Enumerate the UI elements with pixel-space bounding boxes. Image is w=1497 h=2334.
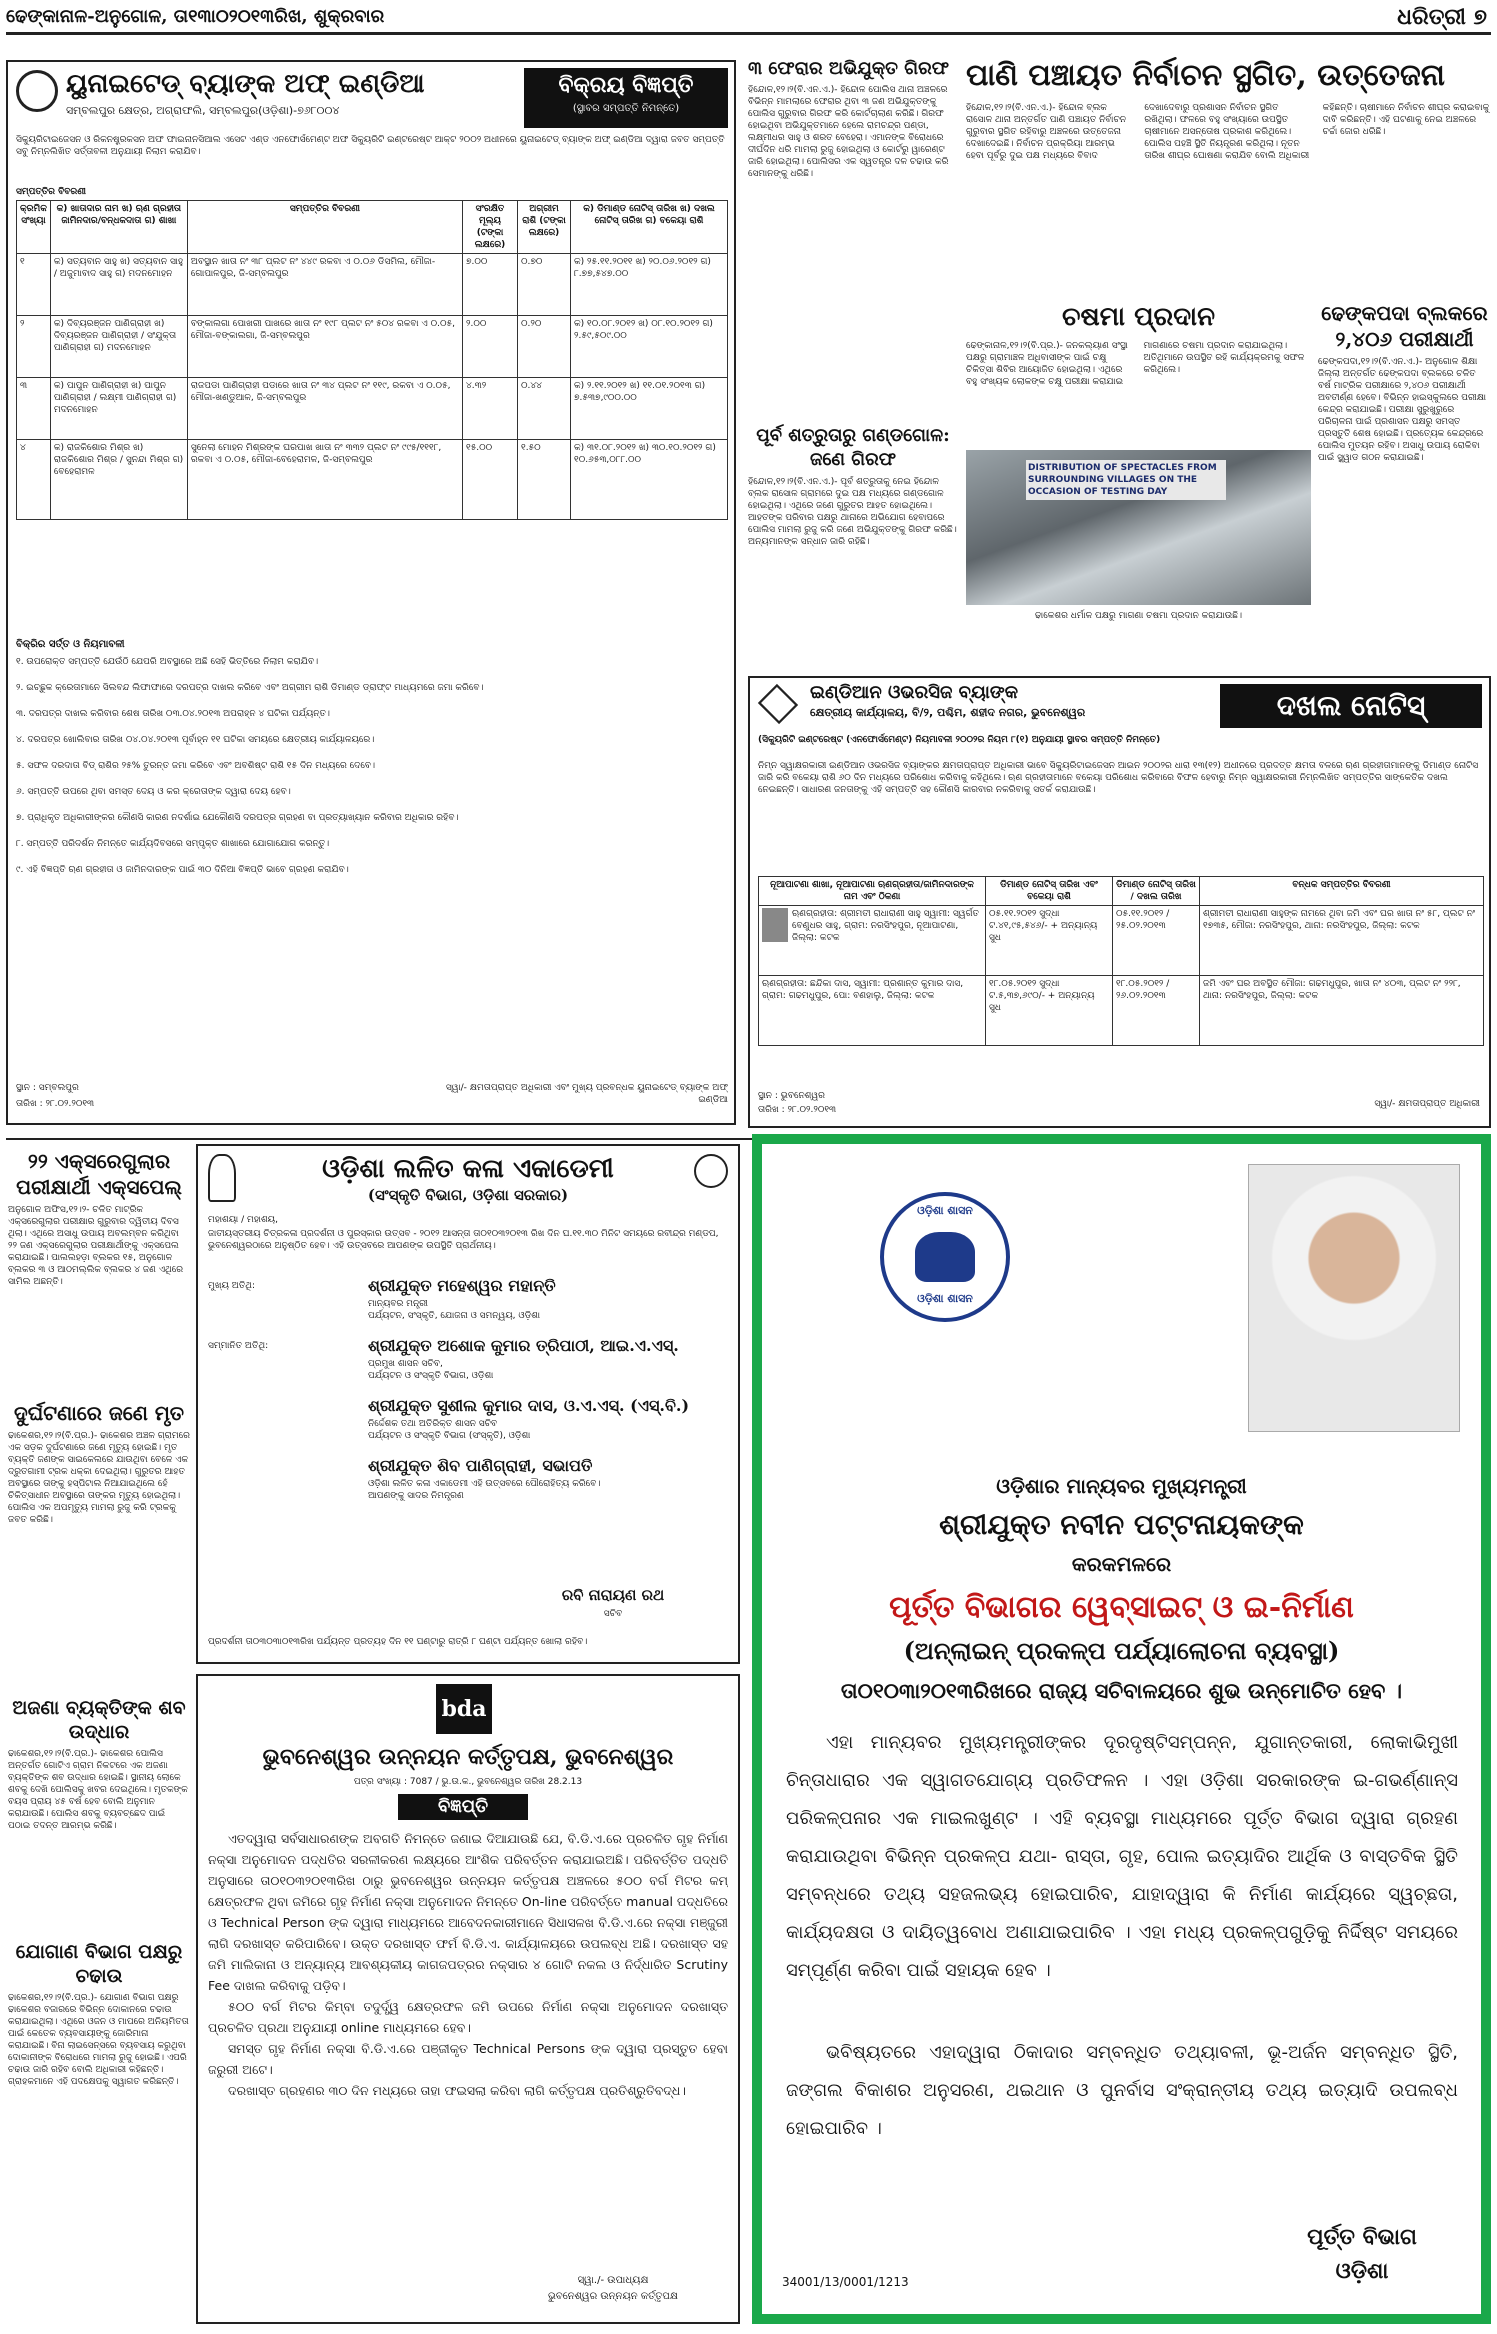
iob-notice-title: ଦଖଲ ନୋଟିସ୍ (1220, 684, 1482, 728)
table-cell: ୧୮.୦୫.୨୦୧୨ ସୁଦ୍ଧା ଟ.୫,୩୭,୬୯୦/- + ଅନ୍ୟାନ୍ୟ ସୁଧ (986, 976, 1113, 1046)
table-cell: ୧୮.୦୫.୨୦୧୨ / ୨୬.୦୨.୨୦୧୩ (1113, 976, 1200, 1046)
iob-office: କ୍ଷେତ୍ରୀୟ କାର୍ଯ୍ୟାଳୟ, ବି/୨, ପଶ୍ଚିମ, ଶହୀଦ ନଗର, ଭୁବନେଶ୍ୱର (810, 706, 1086, 719)
news-arrest-body: ହିନ୍ଦୋଳ,୧୨।୨(ବି.ଏନ.ଏ.)- ହିନ୍ଦୋଳ ପୋଲିସ ଥାନା ଅଞ୍ଚଳରେ ବିଭିନ୍ନ ମାମଲାରେ ଫେରାର ଥିବା ୩ ଜଣ ଅଭିଯୁକ୍ତଙ୍କୁ ପୋଲିସ ଗୁରୁବାର ଗିରଫ କରି କୋର୍ଟଚାଲାଣ କରିଛି। ଗିରଫ ହୋଇଥିବା ଅଭିଯୁକ୍ତମାନେ ହେଲେ ରାମଚନ୍ଦ୍ର ପଣ୍ଡା, ଲକ୍ଷ୍ମୀଧର ସାହୁ ଓ ଶରତ ବେହେରା। ଏମାନଙ୍କ ବିରୋଧରେ ଦୀର୍ଘଦିନ ଧରି ମାମଲା ରୁଜୁ ହୋଇଥିଲା ଓ କୋର୍ଟରୁ ୱାରେଣ୍ଟ ଜାରି ହୋଇଥିଲା। ପୋଲିସର ଏକ ସ୍ୱତନ୍ତ୍ର ଦଳ ଚଢାଉ କରି ସେମାନଙ୍କୁ ଧରିଛି। (748, 85, 949, 179)
news-purba-body: ହିନ୍ଦୋଳ,୧୨।୨(ବି.ଏନ.ଏ.)- ପୂର୍ବ ଶତ୍ରୁତାକୁ ନେଇ ହିନ୍ଦୋଳ ବ୍ଲକ ରାସୋଳ ଗ୍ରାମରେ ଦୁଇ ପକ୍ଷ ମଧ୍ୟରେ ଗଣ୍ଡଗୋଳ ହୋଇଥିଲା। ଏଥିରେ ଜଣେ ଗୁରୁତର ଆହତ ହୋଇଥିଲେ। ଆହତଙ୍କ ପରିବାର ପକ୍ଷରୁ ଥାନାରେ ଅଭିଯୋଗ ହେବାପରେ ପୋଲିସ ମାମଲା ରୁଜୁ କରି ଜଣେ ଅଭିଯୁକ୍ତଙ୍କୁ ଗିରଫ କରିଛି। ଅନ୍ୟମାନଙ୍କ ସନ୍ଧାନ ଜାରି ରହିଛି। (748, 477, 957, 547)
table-row (17, 378, 728, 440)
olka-signatory: ରବି ନାରାୟଣ ରଥ (561, 1586, 665, 1604)
cm-line3: କରକମଳରେ (1071, 1552, 1172, 1576)
bda-para: ଏତଦ୍ୱାରା ସର୍ବସାଧାରଣଙ୍କ ଅବଗତି ନିମନ୍ତେ ଜଣାଇ ଦିଆଯାଉଛି ଯେ, ବି.ଡି.ଏ.ରେ ପ୍ରଚଳିତ ଗୃହ ନିର୍ମାଣ ନକ୍ସା ଅନୁମୋଦନ ପଦ୍ଧତିର ସରଳୀକରଣ ଲକ୍ଷ୍ୟରେ ଆଂଶିକ ପରିବର୍ତ୍ତନ କରାଯାଇଅଛି। ପରିବର୍ତ୍ତିତ ପଦ୍ଧତି ଅନୁସାରେ ତା୦୧୦୩୨୦୧୩ରିଖ ଠାରୁ ଭୁବନେଶ୍ୱର ଉନ୍ନୟନ କର୍ତ୍ତୃପକ୍ଷ ଅଞ୍ଚଳରେ ୫୦୦ ବର୍ଗ ମିଟର କମ୍ କ୍ଷେତ୍ରଫଳ ଥିବା ଜମିରେ ଗୃହ ନିର୍ମାଣ ନକ୍ସା ଅନୁମୋଦନ ନିମନ୍ତେ On-line ପରିବର୍ତ୍ତେ manual ପଦ୍ଧତିରେ ଓ Technical Person ଙ୍କ ଦ୍ୱାରା ମାଧ୍ୟମରେ ଆବେଦନକାରୀମାନେ ସିଧାସଳଖ ବି.ଡି.ଏ.ରେ ନକ୍ସା ମଞ୍ଜୁରୀ ଲାଗି ଦରଖାସ୍ତ କରିପାରିବେ। ଉକ୍ତ ଦରଖାସ୍ତ ଫର୍ମ ବି.ଡି.ଏ. କାର୍ଯ୍ୟାଳୟରେ ଉପଲବ୍ଧ ଅଛି। ଦରଖାସ୍ତ ସହ ଜମି ମାଲିକାନା ଓ ଅନ୍ୟାନ୍ୟ ଆବଶ୍ୟକୀୟ କାଗଜପତ୍ରର ନକ୍ସାର ୪ ଗୋଟି ନକଲ ଓ ନିର୍ଦ୍ଧାରିତ Scrutiny Fee ଦାଖଲ କରିବାକୁ ପଡ଼ିବ। (208, 1831, 728, 1993)
table-cell: ୪.୩୨ (463, 378, 518, 440)
borrower-photo (762, 908, 788, 942)
table-cell: କ) ୧୦.୦୮.୨୦୧୨ ଖ) ୦୮.୧୦.୨୦୧୨ ଗ) ୨.୫୯,୫୦୯.୦୦ (571, 316, 728, 378)
list-item: ୪. ଦରପତ୍ର ଖୋଲିବାର ତାରିଖ ୦୪.୦୪.୨୦୧୩ ପୂର୍ବାହ୍ନ ୧୧ ଘଟିକା ସମୟରେ କ୍ଷେତ୍ରୀୟ କାର୍ଯ୍ୟାଳୟରେ। (16, 735, 375, 745)
list-item: ୭. ପ୍ରାଧିକୃତ ଅଧିକାରୀଙ୍କର କୌଣସି କାରଣ ନଦର୍ଶାଇ ଯେକୌଣସି ଦରପତ୍ର ଗ୍ରହଣ ବା ପ୍ରତ୍ୟାଖ୍ୟାନ କରିବାର ଅଧିକାର ରହିବ। (16, 813, 459, 823)
seal-text-bottom: ଓଡ଼ିଶା ଶାସନ (917, 1292, 973, 1305)
list-item: ୩. ଦରପତ୍ର ଦାଖଲ କରିବାର ଶେଷ ତାରିଖ ୦୩.୦୪.୨୦୧୩ ଅପରାହ୍ନ ୪ ଘଟିକା ପର୍ଯ୍ୟନ୍ତ। (16, 709, 330, 719)
bda-title: ଭୁବନେଶ୍ୱର ଉନ୍ନୟନ କର୍ତ୍ତୃପକ୍ଷ, ଭୁବନେଶ୍ୱର (262, 1744, 674, 1770)
bda-notice (196, 1674, 740, 2324)
news-arrest (748, 58, 958, 418)
iob-intro: (ସିକ୍ୟୁରିଟି ଇଣ୍ଟରେଷ୍ଟ (ଏନଫୋର୍ସମେଣ୍ଟ) ନିୟମାବଳୀ ୨୦୦୨ର ନିୟମ ୮(୧) ଅନୁଯାୟୀ ସ୍ଥାବର ସମ୍ପତ୍ତି ନିମନ୍ତେ) (758, 735, 1161, 745)
bda-signature: ସ୍ୱା./- ଉପାଧ୍ୟକ୍ଷ (577, 2275, 649, 2286)
ubi-col-name: କ) ଖାତାଦାର ନାମ ଖ) ଋଣ ଗ୍ରହୀତା ଜାମିନଦାର/ବନ୍ଧକଦାତା ଗ) ଶାଖା (50, 201, 187, 254)
cm-line1: ଓଡ଼ିଶାର ମାନ୍ୟବର ମୁଖ୍ୟମନ୍ତ୍ରୀ (996, 1474, 1247, 1498)
iob-col-dates: ଡିମାଣ୍ଡ ନୋଟିସ୍ ତାରିଖ / ଦଖଲ ତାରିଖ (1113, 877, 1200, 906)
chief-minister-photo (1248, 1164, 1460, 1432)
table-cell: ଅବସ୍ଥାନ ଖାତା ନଂ ୩୮ ପ୍ଲଟ ନଂ ୪୪୯ ରକବା ଏ ୦.୦୬ ଡିସମିଲ, ମୌଜା-ଗୋପାଳପୁର, ଜି-ସମ୍ବଲପୁର (187, 254, 462, 316)
iob-col-name: ନୂଆପାଟଣା ଶାଖା, ନୂଆପାଟଣା ଋଣଗ୍ରହୀତା/ଜାମିନଦାରଙ୍କ ନାମ ଏବଂ ଠିକଣା (759, 877, 986, 906)
table-cell: ବଙ୍କାଲଗା ପୋଖରୀ ପାଖରେ ଖାତା ନଂ ୧୯୮ ପ୍ଲଟ ନଂ ୫୦୪ ରକବା ଏ ୦.୦୫, ମୌଜା-ବଙ୍କାଲଗା, ଜି-ସମ୍ବଲପୁର (187, 316, 462, 378)
news-purba (748, 424, 958, 664)
news-glasses-body: ଢେଙ୍କାନାଳ,୧୨।୨(ବି.ପ୍ର.)- ଜନକଲ୍ୟାଣ ସଂସ୍ଥା ପକ୍ଷରୁ ଗ୍ରାମାଞ୍ଚଳ ଅଧିବାସୀଙ୍କ ପାଇଁ ଚକ୍ଷୁ ଚିକିତ୍ସା ଶିବିର ଆୟୋଜିତ ହୋଇଥିଲା। ଏଥିରେ ବହୁ ସଂଖ୍ୟକ ଲୋକଙ୍କ ଚକ୍ଷୁ ପରୀକ୍ଷା କରାଯାଇ ମାଗଣାରେ ଚଷମା ପ୍ରଦାନ କରାଯାଇଥିଲା। ଅତିଥିମାନେ ଉପସ୍ଥିତ ରହି କାର୍ଯ୍ୟକ୍ରମକୁ ସଫଳ କରିଥିଲେ। (966, 341, 1305, 387)
ubi-col-deposit: ଅଗ୍ରୀମ ରାଶି (ଟଙ୍କା ଲକ୍ଷରେ) (518, 201, 571, 254)
cm-line4: ପୂର୍ତ୍ତ ବିଭାଗର ୱେବ୍‌ସାଇଟ୍ ଓ ଇ-ନିର୍ମାଣ (889, 1590, 1354, 1625)
cm-state: ଓଡ଼ିଶା (1335, 2258, 1389, 2284)
olka-logo-icon (208, 1154, 236, 1202)
cm-code: 34001/13/0001/1213 (782, 2275, 909, 2289)
news-dhenkpada (1318, 300, 1491, 640)
iob-bank-name: ଇଣ୍ଡିଆନ ଓଭରସିଜ ବ୍ୟାଙ୍କ (810, 682, 1019, 703)
bda-ref: ପତ୍ର ସଂଖ୍ୟା : 7087 / ଭୁ.ଉ.କ., ଭୁବନେଶ୍ୱର ତାରିଖ 28.2.13 (353, 1777, 583, 1787)
table-cell: କ) ଦିବ୍ୟରଞ୍ଜନ ପାଣିଗ୍ରାହୀ ଖ) ଦିବ୍ୟରଞ୍ଜନ ପାଣିଗ୍ରାହୀ / ସଂଯୁକ୍ତା ପାଣିଗ୍ରାହୀ ଗ) ମଦନମୋହନ (50, 316, 187, 378)
table-cell: ୦.୭୦ (518, 254, 571, 316)
news-glasses (966, 300, 1311, 630)
table-cell: କ) ୩୧.୦୮.୨୦୧୨ ଖ) ୩୦.୧୦.୨୦୧୨ ଗ) ୧୦.୬୫୩,୦୮୮.୦୦ (571, 440, 728, 520)
page-header (6, 4, 1491, 32)
news-glasses-headline: ଚଷମା ପ୍ରଦାନ (1062, 302, 1215, 332)
table-cell: କ) ୨୫.୧୧.୨୦୧୧ ଖ) ୨୦.୦୬.୨୦୧୨ ଗ) ୮.୭୭,୫୪୭.୦୦ (571, 254, 728, 316)
cm-dept: ପୂର୍ତ୍ତ ବିଭାଗ (1307, 2224, 1417, 2250)
pwd-cm-advertisement (752, 1134, 1491, 2324)
guest-name: ଶ୍ରୀଯୁକ୍ତ ଅଶୋକ କୁମାର ତ୍ରିପାଠୀ, ଆଇ.ଏ.ଏସ୍. (368, 1336, 679, 1355)
table-cell: ୧୫.୦୦ (463, 440, 518, 520)
guest-name: ଶ୍ରୀଯୁକ୍ତ ଶିବ ପାଣିଗ୍ରାହୀ, ସଭାପତି (368, 1456, 593, 1475)
ubi-signature: ସ୍ୱା/- କ୍ଷମତାପ୍ରାପ୍ତ ଅଧିକାରୀ ଏବଂ ମୁଖ୍ୟ ପ୍ରବନ୍ଧକ ୟୁନାଇଟେଡ୍ ବ୍ୟାଙ୍କ ଅଫ୍ ଇଣ୍ଡିଆ (445, 1083, 728, 1105)
guest-desc: ନିର୍ଦ୍ଦେଶକ ତଥା ଅତିରିକ୍ତ ଶାସନ ସଚିବ ପର୍ଯ୍ୟଟନ ଓ ସଂସ୍କୃତି ବିଭାଗ (ସଂସ୍କୃତି), ଓଡ଼ିଶା (368, 1419, 531, 1441)
olka-title: ଓଡ଼ିଶା ଲଳିତ କଳା ଏକାଡେମୀ (322, 1154, 614, 1184)
ubi-notice-sub: (ସ୍ଥାବର ସମ୍ପତ୍ତି ନିମନ୍ତେ) (572, 103, 680, 114)
guest-name: ଶ୍ରୀଯୁକ୍ତ ସୁଶୀଲ କୁମାର ଦାସ, ଓ.ଏ.ଏସ୍. (ଏସ୍.ବି.) (368, 1396, 690, 1415)
ubi-bank-name: ୟୁନାଇଟେଡ୍ ବ୍ୟାଙ୍କ ଅଫ୍ ଇଣ୍ଡିଆ (66, 69, 425, 99)
table-row (17, 254, 728, 316)
list-item: ୧. ଉପରୋକ୍ତ ସମ୍ପତ୍ତି ଯେଉଁଠି ଯେପରି ଅବସ୍ଥାରେ ଅଛି ସେହି ଭିତ୍ତିରେ ନିଲାମ କରାଯିବ। (16, 657, 319, 667)
news-accident-body: ଢାକେଶର,୧୨।୨(ବି.ପ୍ର.)- ଢାକେଶର ଅଞ୍ଚଳ ଗ୍ରାମରେ ଏକ ସଡ଼କ ଦୁର୍ଘଟଣାରେ ଜଣେ ମୃତ୍ୟୁ ହୋଇଛି। ମୃତ ବ୍ୟକ୍ତି ଜଣଙ୍କ ସାଇକେଲରେ ଯାଉଥିବା ବେଳେ ଏକ ଦ୍ରୁତଗାମୀ ଟ୍ରକ ଧକ୍କା ଦେଇଥିଲା। ଗୁରୁତର ଆହତ ଅବସ୍ଥାରେ ତାଙ୍କୁ ହସ୍ପିଟାଲ ନିଆଯାଇଥିଲେ ହେଁ ଚିକିତ୍ସାଧୀନ ଅବସ୍ଥାରେ ତାଙ୍କର ମୃତ୍ୟୁ ହୋଇଥିଲା। ପୋଲିସ ଏକ ଅପମୃତ୍ୟୁ ମାମଲା ରୁଜୁ କରି ଟ୍ରକକୁ ଜବତ କରିଛି। (8, 1431, 190, 1525)
news-yoga-body: ଢାକେଶର,୧୨।୨(ବି.ପ୍ର.)- ଯୋଗାଣ ବିଭାଗ ପକ୍ଷରୁ ଢାକେଶର ବଜାରରେ ବିଭିନ୍ନ ଦୋକାନରେ ଚଢାଉ କରାଯାଇଥିଲା। ଏଥିରେ ଓଜନ ଓ ମାପରେ ଅନିୟମିତତା ପାଇଁ କେତେକ ବ୍ୟବସାୟୀଙ୍କୁ ଜୋରିମାନା କରାଯାଇଛି। ବିନା ଲାଇସେନ୍ସରେ ବ୍ୟବସାୟ କରୁଥିବା ଦୋକାନୀଙ୍କ ବିରୋଧରେ ମାମଲା ରୁଜୁ ହୋଇଛି। ଏପରି ଚଢାଉ ଜାରି ରହିବ ବୋଲି ଅଧିକାରୀ କହିଛନ୍ତି। ଗ୍ରାହକମାନେ ଏହି ପଦକ୍ଷେପକୁ ସ୍ୱାଗତ କରିଛନ୍ତି। (8, 1993, 189, 2087)
guest-desc: ପ୍ରମୁଖ ଶାସନ ସଚିବ, ପର୍ଯ୍ୟଟନ ଓ ସଂସ୍କୃତି ବିଭାଗ, ଓଡ଼ିଶା (368, 1359, 494, 1381)
glasses-photo-caption: ଢାକେଶର ଧର୍ମାଳ ପକ୍ଷରୁ ମାଗଣା ଚଷମା ପ୍ରଦାନ କରାଯାଉଛି। (1034, 611, 1243, 621)
ubi-col-reserve: ସଂରକ୍ଷିତ ମୂଲ୍ୟ (ଟଙ୍କା ଲକ୍ଷରେ) (463, 201, 518, 254)
table-cell: ୨.୦୦ (463, 316, 518, 378)
bda-signature-org: ଭୁବନେଶ୍ୱର ଉନ୍ନୟନ କର୍ତ୍ତୃପକ୍ଷ (548, 2291, 678, 2302)
guest-role: ମୁଖ୍ୟ ଅତିଥି: (208, 1281, 256, 1291)
seal-text-top: ଓଡ଼ିଶା ଶାସନ (917, 1204, 973, 1217)
list-item: ୮. ସମ୍ପତ୍ତି ପରିଦର୍ଶନ ନିମନ୍ତେ କାର୍ଯ୍ୟଦିବସରେ ସମ୍ପୃକ୍ତ ଶାଖାରେ ଯୋଗାଯୋଗ କରନ୍ତୁ। (16, 839, 330, 849)
news-dhenkpada-headline: ଢେଙ୍କପଦା ବ୍ଲକରେ ୨,୪୦୬ ପରୀକ୍ଷାର୍ଥୀ (1321, 301, 1488, 351)
ubi-place: ସ୍ଥାନ : ସମ୍ବଲପୁର (16, 1083, 79, 1093)
ubi-intro: ସିକ୍ୟୁରିଟାଇଜେସନ ଓ ରିକନଷ୍ଟ୍ରକସନ ଅଫ ଫାଇନାନସିଆଲ ଏସେଟ ଏଣ୍ଡ ଏନଫୋର୍ସମେଣ୍ଟ ଅଫ ସିକ୍ୟୁରିଟି ଇଣ୍ଟରେଷ୍ଟ ଆକ୍ଟ ୨୦୦୨ ଅଧୀନରେ ୟୁନାଇଟେଡ୍ ବ୍ୟାଙ୍କ ଅଫ୍ ଇଣ୍ଡିଆ ଦ୍ୱାରା ଜବତ ସମ୍ପତ୍ତି ସବୁ ନିମ୍ନଲିଖିତ ସର୍ତ୍ତାବଳୀ ଅନୁଯାୟୀ ନିଲାମ କରାଯିବ। (16, 135, 725, 157)
news-arrest-headline: ୩ ଫେରାର ଅଭିଯୁକ୍ତ ଗିରଫ (748, 58, 949, 79)
ubi-col-desc: ସମ୍ପତ୍ତିର ବିବରଣୀ (187, 201, 462, 254)
glasses-photo (966, 450, 1311, 605)
news-panchayat-body: ହିନ୍ଦୋଳ,୧୨।୨(ବି.ଏନ.ଏ.)- ହିନ୍ଦୋଳ ବ୍ଲକ ରାସୋଳ ଥାନା ଅନ୍ତର୍ଗତ ପାଣି ପଞ୍ଚାୟତ ନିର୍ବାଚନ ଗୁରୁବାର ସ୍ଥଗିତ ରହିବାରୁ ଅଞ୍ଚଳରେ ଉତ୍ତେଜନା ଦେଖାଦେଇଛି। ନିର୍ବାଚନ ପ୍ରକ୍ରିୟା ଆରମ୍ଭ ହେବା ପୂର୍ବରୁ ଦୁଇ ପକ୍ଷ ମଧ୍ୟରେ ବିବାଦ ଦେଖାଦେବାରୁ ପ୍ରଶାସନ ନିର୍ବାଚନ ସ୍ଥଗିତ ରଖିଥିଲା। ଫଳରେ ବହୁ ସଂଖ୍ୟାରେ ଉପସ୍ଥିତ ଚାଷୀମାନେ ଅସନ୍ତୋଷ ପ୍ରକାଶ କରିଥିଲେ। ପୋଲିସ ପହଞ୍ଚି ସ୍ଥିତି ନିୟନ୍ତ୍ରଣ କରିଥିଲା। ନୂତନ ତାରିଖ ଶୀଘ୍ର ଘୋଷଣା କରାଯିବ ବୋଲି ଅଧିକାରୀ କହିଛନ୍ତି। ଚାଷୀମାନେ ନିର୍ବାଚନ ଶୀଘ୍ର କରାଇବାକୁ ଦାବି କରିଛନ୍ତି। ଏହି ଘଟଣାକୁ ନେଇ ଅଞ୍ଚଳରେ ଚର୍ଚ୍ଚା ଜୋର ଧରିଛି। (966, 103, 1490, 161)
cm-para1: ଏହା ମାନ୍ୟବର ମୁଖ୍ୟମନ୍ତ୍ରୀଙ୍କର ଦୂରଦୃଷ୍ଟିସମ୍ପନ୍ନ, ଯୁଗାନ୍ତକାରୀ, ଲୋକାଭିମୁଖୀ ଚିନ୍ତାଧାରାର ଏକ ସ୍ୱାଗତଯୋଗ୍ୟ ପ୍ରତିଫଳନ । ଏହା ଓଡ଼ିଶା ସରକାରଙ୍କ ଇ-ଗଭର୍ଣ୍ଣାନ୍ସ ପରିକଳ୍ପନାର ଏକ ମାଇଲଖୁଣ୍ଟ । ଏହି ବ୍ୟବସ୍ଥା ମାଧ୍ୟମରେ ପୂର୍ତ୍ତ ବିଭାଗ ଦ୍ୱାରା ଗ୍ରହଣ କରାଯାଉଥିବା ବିଭିନ୍ନ ପ୍ରକଳ୍ପ ଯଥା- ରାସ୍ତା, ଗୃହ, ପୋଲ ଇତ୍ୟାଦିର ଆର୍ଥିକ ଓ ବାସ୍ତବିକ ସ୍ଥିତି ସମ୍ବନ୍ଧରେ ତଥ୍ୟ ସହଜଲଭ୍ୟ ହୋଇପାରିବ, ଯାହାଦ୍ୱାରା କି ନିର୍ମାଣ କାର୍ଯ୍ୟରେ ସ୍ୱଚ୍ଛତା, କାର୍ଯ୍ୟଦକ୍ଷତା ଓ ଦାୟିତ୍ୱବୋଧ ଅଣାଯାଇପାରିବ । ଏହା ମଧ୍ୟ ପ୍ରକଳ୍ପଗୁଡ଼ିକୁ ନିର୍ଦ୍ଦିଷ୍ଟ ସମୟରେ ସମ୍ପୂର୍ଣ୍ଣ କରିବା ପାଇଁ ସହାୟକ ହେବ । (786, 1732, 1458, 1981)
list-item: ୯. ଏହି ବିଜ୍ଞପ୍ତି ଋଣ ଗ୍ରହୀତା ଓ ଜାମିନଦାରଙ୍କ ପାଇଁ ୩୦ ଦିନିଆ ବିଜ୍ଞପ୍ତି ଭାବେ ଗ୍ରହଣ କରାଯିବ। (16, 865, 349, 875)
table-row (17, 440, 728, 520)
iob-date: ତାରିଖ : ୨୮.୦୨.୨୦୧୩ (758, 1105, 837, 1115)
ubi-sale-notice (6, 60, 736, 1125)
guest-name: ଶ୍ରୀଯୁକ୍ତ ମହେଶ୍ୱର ମହାନ୍ତି (368, 1276, 556, 1295)
iob-signature: ସ୍ୱା/- କ୍ଷମତାପ୍ରାପ୍ତ ଅଧିକାରୀ (1374, 1099, 1480, 1109)
table-cell: କ) ପାପୁନ ପାଣିଗ୍ରାହୀ ଖ) ପାପୁନ ପାଣିଗ୍ରାହୀ / ଲକ୍ଷ୍ମୀ ପାଣିଗ୍ରାହୀ ଗ) ମଦନମୋହନ (50, 378, 187, 440)
news-exam (8, 1148, 190, 1398)
table-cell: ଜମି ଏବଂ ଘର ଅବସ୍ଥିତ ମୌଜା: ଗଢମଧୁପୁର, ଖାତା ନଂ ୪୦୩, ପ୍ଲଟ ନଂ ୨୨୮, ଥାନା: ନରସିଂହପୁର, ଜିଲ୍ଲା: କଟକ (1200, 976, 1484, 1046)
ubi-col-no: କ୍ରମିକ ସଂଖ୍ୟା (17, 201, 51, 254)
news-purba-headline: ପୂର୍ବ ଶତ୍ରୁତାରୁ ଗଣ୍ଡଗୋଳ: ଜଣେ ଗିରଫ (756, 425, 950, 470)
olka-signatory-role: ସଚିବ (603, 1609, 623, 1619)
table-cell: କ) ୨.୧୧.୨୦୧୨ ଖ) ୧୧.୦୧.୨୦୧୩ ଗ) ୭.୫୩୭,୯୦୦.୦୦ (571, 378, 728, 440)
iob-col-amount: ଡିମାଣ୍ଡ ନୋଟିସ୍ ତାରିଖ ଏବଂ ବକେୟା ରାଶି (986, 877, 1113, 906)
list-item: ୨. ଇଚ୍ଛୁକ କ୍ରେତାମାନେ ସିଲବନ୍ଦ ଲିଫାଫାରେ ଦରପତ୍ର ଦାଖଲ କରିବେ ଏବଂ ଅଗ୍ରୀମ ରାଶି ଡିମାଣ୍ଡ ଡ୍ରାଫ୍ଟ ମାଧ୍ୟମରେ ଜମା କରିବେ। (16, 683, 484, 693)
news-exam-headline: ୨୨ ଏକ୍ସରେଗୁଲାର ପରୀକ୍ଷାର୍ଥୀ ଏକ୍ସପେଲ୍ (16, 1149, 182, 1199)
bda-notice-title: ବିଜ୍ଞପ୍ତି (398, 1794, 528, 1820)
table-cell: ୩ (17, 378, 51, 440)
olka-body: ଜାତୀୟସ୍ତରୀୟ ଚିତ୍ରକଳା ପ୍ରଦର୍ଶନୀ ଓ ପୁରସ୍କାର ଉତ୍ସବ - ୨୦୧୨ ଆସନ୍ତା ତା୦୧୦୩୨୦୧୩ ରିଖ ଦିନ ଘ.୧୧.୩୦ ମିନିଟ ସମୟରେ ରବୀନ୍ଦ୍ର ମଣ୍ଡପ, ଭୁବନେଶ୍ୱରଠାରେ ଅନୁଷ୍ଠିତ ହେବ। ଏହି ଉତ୍ସବରେ ଆପଣଙ୍କ ଉପସ୍ଥିତି ପ୍ରାର୍ଥନୀୟ। (208, 1229, 719, 1251)
olka-footer: ପ୍ରଦର୍ଶନୀ ତା୦୩୦୩ା୦୧୩ରିଖ ପର୍ଯ୍ୟନ୍ତ ପ୍ରତ୍ୟହ ଦିନ ୧୧ ଘଣ୍ଟାରୁ ରାତ୍ରି ୮ ଘଣ୍ଟା ପର୍ଯ୍ୟନ୍ତ ଖୋଲା ରହିବ। (208, 1637, 588, 1647)
table-cell: କ) ରାଜକିଶୋର ମିଶ୍ର ଖ) ରାଜକିଶୋର ମିଶ୍ର / ସୁନନ୍ଦା ମିଶ୍ର ଗ) ବେହେରାମଳ (50, 440, 187, 520)
ubi-property-table (16, 200, 728, 520)
table-cell (759, 906, 986, 976)
odisha-seal-icon (880, 1192, 1010, 1322)
table-cell: ୧ (17, 254, 51, 316)
ubi-branch: ସମ୍ବଲପୁର କ୍ଷେତ୍ର, ଅଗ୍ରାଫଲି, ସମ୍ବଲପୁର(ଓଡ଼ିଶା)-୭୬୮୦୦୪ (66, 104, 340, 117)
iob-table-header-row (759, 877, 1484, 906)
table-cell: ରାଜପଡା ପାଣିଗ୍ରାହୀ ପଡାରେ ଖାତା ନଂ ୩୪ ପ୍ଲଟ ନଂ ୧୧୯, ରକବା ଏ ୦.୦୫, ମୌଜା-ଖଣ୍ଡୁଆଳ, ଜି-ସମ୍ବଲପୁର (187, 378, 462, 440)
ubi-date: ତାରିଖ : ୨୮.୦୨.୨୦୧୩ (16, 1099, 95, 1109)
header-rule (6, 32, 1491, 35)
cm-line2: ଶ୍ରୀଯୁକ୍ତ ନବୀନ ପଟ୍ଟନାୟକଙ୍କ (939, 1508, 1304, 1541)
bda-paras (208, 1828, 728, 2268)
bda-para: ସମସ୍ତ ଗୃହ ନିର୍ମାଣ ନକ୍ସା ବି.ଡି.ଏ.ରେ ପଞ୍ଜୀକୃତ Technical Persons ଙ୍କ ଦ୍ୱାରା ପ୍ରସ୍ତୁତ ହେବା ଜରୁରୀ ଅଟେ। (208, 2041, 728, 2077)
table-cell: ୦୫.୧୧.୨୦୧୨ ସୁଦ୍ଧା ଟ.୪୧,୯୫,୫୪୬/- + ଅନ୍ୟାନ୍ୟ ସୁଧ (986, 906, 1113, 976)
iob-property-table (758, 876, 1484, 1046)
table-row (759, 906, 1484, 976)
list-item: ୬. ସମ୍ପତ୍ତି ଉପରେ ଥିବା ସମସ୍ତ ଦେୟ ଓ କର କ୍ରେତାଙ୍କ ଦ୍ୱାରା ଦେୟ ହେବ। (16, 787, 291, 797)
iob-body: ନିମ୍ନ ସ୍ୱାକ୍ଷରକାରୀ ଇଣ୍ଡିଆନ ଓଭରସିଜ ବ୍ୟାଙ୍କର କ୍ଷମତାପ୍ରାପ୍ତ ଅଧିକାରୀ ଭାବେ ସିକ୍ୟୁରିଟାଇଜେସନ ଆଇନ ୨୦୦୨ର ଧାରା ୧୩(୧୨) ଅଧୀନରେ ପ୍ରଦତ୍ତ କ୍ଷମତା ବଳରେ ଋଣ ଗ୍ରହୀତାମାନଙ୍କୁ ଡିମାଣ୍ଡ ନୋଟିସ ଜାରି କରି ବକେୟା ରାଶି ୬୦ ଦିନ ମଧ୍ୟରେ ପରିଶୋଧ କରିବାକୁ କହିଥିଲେ। ଋଣ ଗ୍ରହୀତାମାନେ ବକେୟା ପରିଶୋଧ କରିବାରେ ବିଫଳ ହେବାରୁ ନିମ୍ନ ସ୍ୱାକ୍ଷରକାରୀ ନିମ୍ନଲିଖିତ ସମ୍ପତ୍ତିର ସାଙ୍କେତିକ ଦଖଲ ନେଇଛନ୍ତି। ସାଧାରଣ ଜନତାଙ୍କୁ ଏହି ସମ୍ପତ୍ତି ସହ କୌଣସି କାରବାର ନକରିବାକୁ ସତର୍କ କରାଯାଉଛି। (758, 761, 1479, 795)
lion-emblem-icon (915, 1232, 975, 1282)
table-cell: ସୁନେଲା ମୋହନ ମିଶ୍ରଙ୍କ ଘରପାଖ ଖାତା ନଂ ୩୩୨ ପ୍ଲଟ ନଂ ୯୯୫/୧୧୧୮, ରକବା ଏ ୦.୦୫, ମୌଜା-ବେହେରାମଳ, ଜି-ସମ୍ବଲପୁର (187, 440, 462, 520)
news-body-body: ଢାକେଶର,୧୨।୨(ବି.ପ୍ର.)- ଢାକେଶର ପୋଲିସ ଅନ୍ତର୍ଗତ ଗୋଟିଏ ଗ୍ରାମ ନିକଟରେ ଏକ ଅଜଣା ବ୍ୟକ୍ତିଙ୍କ ଶବ ଉଦ୍ଧାର ହୋଇଛି। ସ୍ଥାନୀୟ ଲୋକେ ଶବକୁ ଦେଖି ପୋଲିସକୁ ଖବର ଦେଇଥିଲେ। ମୃତକଙ୍କ ବୟସ ପ୍ରାୟ ୪୫ ବର୍ଷ ହେବ ବୋଲି ଅନୁମାନ କରାଯାଉଛି। ପୋଲିସ ଶବକୁ ବ୍ୟବଚ୍ଛେଦ ପାଇଁ ପଠାଇ ତଦନ୍ତ ଆରମ୍ଭ କରିଛି। (8, 1749, 188, 1831)
olka-greeting: ମହାଶୟା / ମହାଶୟ, (208, 1215, 278, 1225)
iob-place: ସ୍ଥାନ : ଭୁବନେଶ୍ୱର (758, 1091, 825, 1101)
ubi-notice-title: ବିକ୍ରୟ ବିଜ୍ଞପ୍ତି (558, 72, 694, 98)
news-yoga-headline: ଯୋଗାଣ ବିଭାଗ ପକ୍ଷରୁ ଚଢାଉ (15, 1941, 183, 1987)
iob-col-property: ବନ୍ଧକ ସମ୍ପତ୍ତିର ବିବରଣୀ (1200, 877, 1484, 906)
ubi-table-header-row (17, 201, 728, 254)
photo-banner: DISTRIBUTION OF SPECTACLES FROM SURROUNDING VILLAGES ON THE OCCASION OF TESTING DAY (1026, 460, 1226, 500)
cm-line6: ତା୦୧୦୩ା୨୦୧୩ରିଖରେ ରାଜ୍ୟ ସଚିବାଳୟରେ ଶୁଭ ଉନ୍ମୋଚିତ ହେବ । (840, 1678, 1403, 1703)
ubi-table-caption: ସମ୍ପତ୍ତିର ବିବରଣୀ (16, 187, 86, 197)
ubi-logo-icon (16, 70, 58, 112)
guest-role: ସମ୍ମାନିତ ଅତିଥି: (208, 1341, 269, 1351)
table-cell: ୦.୨୦ (518, 316, 571, 378)
ubi-terms-list (16, 656, 728, 1056)
ubi-notice-title-band (524, 68, 728, 128)
header-dateline: ଢେଙ୍କାନାଳ-ଅନୁଗୋଳ, ତା୧୩ା୦୨୦୧୩ରିଖ, ଶୁକ୍ରବାର (6, 6, 385, 27)
odisha-emblem-icon (694, 1154, 728, 1188)
news-body (8, 1696, 190, 1936)
table-cell: ୦.୪୪ (518, 378, 571, 440)
table-row (17, 316, 728, 378)
table-cell: କ) ସତ୍ୟବାନ ସାହୁ ଖ) ସତ୍ୟବାନ ସାହୁ / ଅଜୁମାବାଦ ସାହୁ ଗ) ମଦନମୋହନ (50, 254, 187, 316)
table-cell: ଶ୍ରୀମତୀ ରାଧାରାଣୀ ସାହୁଙ୍କ ନାମରେ ଥିବା ଜମି ଏବଂ ଘର ଖାତା ନଂ ୫୮, ପ୍ଲଟ ନଂ ୧୭୩୫, ମୌଜା: ନରସିଂହପୁର, ଥାନା: ନରସିଂହପୁର, ଜିଲ୍ଲା: କଟକ (1200, 906, 1484, 976)
news-panchayat (966, 56, 1491, 276)
news-accident-headline: ଦୁର୍ଘଟଣାରେ ଜଣେ ମୃତ (13, 1401, 185, 1425)
table-cell: ୦୫.୧୧.୨୦୧୨ / ୨୫.୦୨.୨୦୧୩ (1113, 906, 1200, 976)
news-yoga (8, 1940, 190, 2320)
ubi-terms-title: ବିକ୍ରିର ସର୍ତ୍ତ ଓ ନିୟମାବଳୀ (16, 639, 125, 650)
cm-para2: ଭବିଷ୍ୟତରେ ଏହାଦ୍ୱାରା ଠିକାଦାର ସମ୍ବନ୍ଧିତ ତଥ୍ୟାବଳୀ, ଭୂ-ଅର୍ଜନ ସମ୍ବନ୍ଧିତ ସ୍ଥିତି, ଜଙ୍ଗଲ ବିକାଶର ଅନୁସରଣ, ଥଇଥାନ ଓ ପୁନର୍ବାସ ସଂକ୍ରାନ୍ତୀୟ ତଥ୍ୟ ଇତ୍ୟାଦି ଉପଲବ୍ଧ ହୋଇପାରିବ । (786, 2042, 1458, 2139)
borrower-name: ଋଣଗ୍ରହୀତା: ଶ୍ରୀମତୀ ରାଧାରାଣୀ ସାହୁ ସ୍ୱାମୀ: ସ୍ୱର୍ଗତ ବେଣୁଧର ସାହୁ, ଗ୍ରାମ: ନରସିଂହପୁର, ନୂଆପାଟଣା, ଜିଲ୍ଲା: କଟକ (792, 909, 979, 943)
news-panchayat-headline: ପାଣି ପଞ୍ଚାୟତ ନିର୍ବାଚନ ସ୍ଥଗିତ, ଉତ୍ତେଜନା (966, 58, 1445, 93)
table-cell: ୭.୦୦ (463, 254, 518, 316)
olka-sub: (ସଂସ୍କୃତି ବିଭାଗ, ଓଡ଼ିଶା ସରକାର) (367, 1186, 569, 1204)
table-cell: ୪ (17, 440, 51, 520)
bda-para: ଦରଖାସ୍ତ ଗ୍ରହଣର ୩୦ ଦିନ ମଧ୍ୟରେ ତାହା ଫଇସଲା କରିବା ଲାଗି କର୍ତ୍ତୃପକ୍ଷ ପ୍ରତିଶ୍ରୁତିବଦ୍ଧ। (228, 2083, 686, 2098)
olka-invitation (196, 1144, 740, 1664)
cm-line5: (ଅନ୍‌ଲାଇନ୍ ପ୍ରକଳ୍ପ ପର୍ଯ୍ୟାଲୋଚନା ବ୍ୟବସ୍ଥା) (903, 1636, 1340, 1665)
guest-desc: ମାନ୍ୟବର ମନ୍ତ୍ରୀ ପର୍ଯ୍ୟଟନ, ସଂସ୍କୃତି, ଯୋଜନା ଓ ସମନ୍ୱୟ, ଓଡ଼ିଶା (368, 1299, 540, 1321)
table-cell: ଋଣଗ୍ରହୀତା: ଛନ୍ଦିକା ଦାସ, ସ୍ୱାମୀ: ପ୍ରଶାନ୍ତ କୁମାର ଦାସ, ଗ୍ରାମ: ଗଢମଧୁପୁର, ପୋ: ବଣହାଲୁ, ଜିଲ୍ଲା: କଟକ (759, 976, 986, 1046)
table-cell: ୧.୫୦ (518, 440, 571, 520)
iob-logo-icon (758, 684, 798, 724)
news-exam-body: ଅନୁଗୋଳ ଅଫିସ,୧୨।୨- ଚଳିତ ମାଟ୍ରିକ ଏକ୍ସରେଗୁଲାର ପରୀକ୍ଷାର ଗୁରୁବାର ଦ୍ୱିତୀୟ ଦିବସ ଥିଲା। ଏଥିରେ ଅସାଧୁ ଉପାୟ ଅବଲମ୍ବନ କରିଥିବା ୨୨ ଜଣ ଏକ୍ସରେଗୁଲାର ପରୀକ୍ଷାର୍ଥୀଙ୍କୁ ଏକ୍ସପେଲ କରାଯାଇଛି। ପାଲଲହଡ଼ା ବ୍ଲକର ୧୫, ଅନୁଗୋଳ ବ୍ଲକର ୩ ଓ ଆଠମଲ୍ଲିକ ବ୍ଲକର ୪ ଜଣ ଏଥିରେ ସାମିଲ ଅଛନ୍ତି। (8, 1205, 184, 1287)
bda-para: ୫୦୦ ବର୍ଗ ମିଟର କିମ୍ବା ତଦୁର୍ଦ୍ଧ୍ୱ କ୍ଷେତ୍ରଫଳ ଜମି ଉପରେ ନିର୍ମାଣ ନକ୍ସା ଅନୁମୋଦନ ଦରଖାସ୍ତ ପ୍ରଚଳିତ ପ୍ରଥା ଅନୁଯାୟୀ online ମାଧ୍ୟମରେ ହେବ। (208, 1999, 728, 2035)
bda-logo: bda (436, 1684, 492, 1734)
header-page-label: ଧରିତ୍ରୀ ୭ (1397, 4, 1487, 30)
iob-possession-notice (748, 676, 1491, 1128)
guest-desc: ଓଡ଼ିଶା ଲଳିତ କଳା ଏକାଡେମୀ ଏହି ଉତ୍ସବରେ ପୌରୋହିତ୍ୟ କରିବେ। ଆପଣଙ୍କୁ ସାଦର ନିମନ୍ତ୍ରଣ (368, 1479, 601, 1501)
news-dhenkpada-body: ଢେଙ୍କପଦା,୧୨।୨(ବି.ଏନ.ଏ.)- ଅନୁଗୋଳ ଶିକ୍ଷା ଜିଲ୍ଲା ଅନ୍ତର୍ଗତ ଢେଙ୍କପଦା ବ୍ଲକରେ ଚଳିତ ବର୍ଷ ମାଟ୍ରିକ ପରୀକ୍ଷାରେ ୨,୪୦୬ ପରୀକ୍ଷାର୍ଥୀ ଅବତୀର୍ଣ୍ଣ ହେବେ। ବିଭିନ୍ନ ହାଇସ୍କୁଲରେ ପରୀକ୍ଷା କେନ୍ଦ୍ର କରାଯାଇଛି। ପରୀକ୍ଷା ସୁରୁଖୁରୁରେ ପରିଚାଳନା ପାଇଁ ପ୍ରଶାସନ ପକ୍ଷରୁ ସମସ୍ତ ପ୍ରସ୍ତୁତି ଶେଷ ହୋଇଛି। ପ୍ରତ୍ୟେକ କେନ୍ଦ୍ରରେ ପୋଲିସ ମୁତୟନ ରହିବ। ଅସାଧୁ ଉପାୟ ରୋକିବା ପାଇଁ ସ୍କ୍ୱାଡ ଗଠନ କରାଯାଇଛି। (1318, 357, 1487, 463)
list-item: ୫. ସଫଳ ଦରଦାତା ବିଡ୍ ରାଶିର ୨୫% ତୁରନ୍ତ ଜମା କରିବେ ଏବଂ ଅବଶିଷ୍ଟ ରାଶି ୧୫ ଦିନ ମଧ୍ୟରେ ଦେବେ। (16, 761, 376, 771)
table-row (759, 976, 1484, 1046)
table-cell: ୨ (17, 316, 51, 378)
news-body-headline: ଅଜଣା ବ୍ୟକ୍ତିଙ୍କ ଶବ ଉଦ୍ଧାର (12, 1697, 186, 1743)
ubi-col-dates: କ) ଡିମାଣ୍ଡ ନୋଟିସ୍ ତାରିଖ ଖ) ଦଖଲ ନୋଟିସ୍ ତାରିଖ ଗ) ବକେୟା ରାଶି (571, 201, 728, 254)
